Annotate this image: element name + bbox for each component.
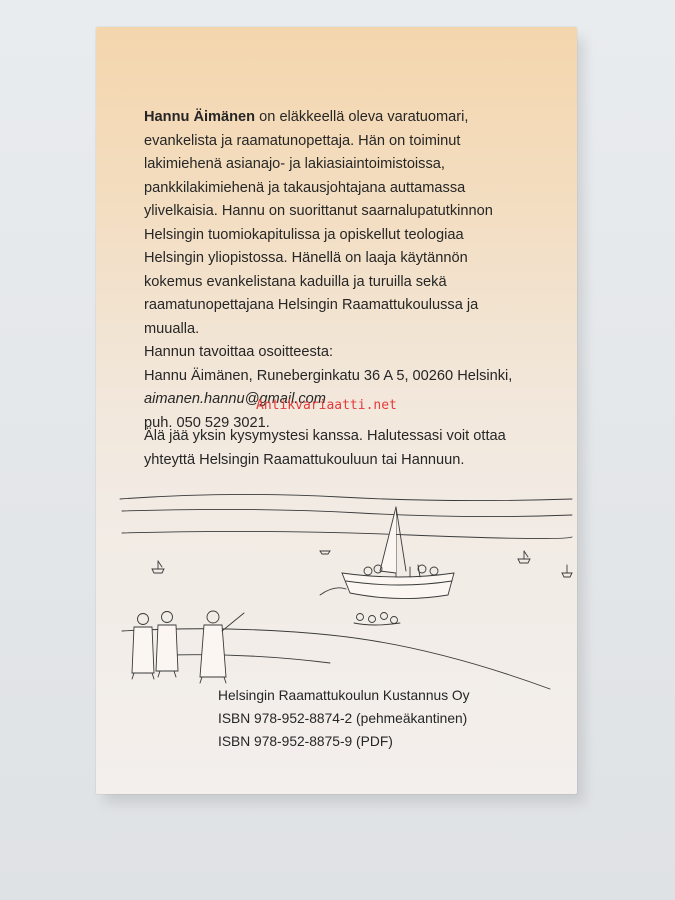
small-boat-4: [320, 551, 330, 554]
horizon-line: [120, 494, 572, 500]
bio-line-7: Helsingin yliopistossa. Hänellä on laaja käytännön: [144, 250, 468, 266]
author-bio: [144, 106, 554, 435]
disciple-figure-2: [156, 612, 178, 678]
bio-line-3: lakimiehenä asianajo- ja lakiasiaintoimistoissa,: [144, 156, 445, 172]
bio-line-2: evankelista ja raamatunopettaja. Hän on toiminut: [144, 132, 461, 149]
shore-line: [122, 629, 550, 689]
watermark-text: Antikvariaatti.net: [256, 398, 397, 413]
bio-line-1: [144, 106, 554, 130]
advice-text: [144, 425, 564, 472]
water-line: [122, 531, 572, 538]
publisher-info: [218, 684, 470, 753]
bio-text: on eläkkeellä oleva varatuomari,: [259, 109, 469, 125]
jesus-figure: [200, 611, 244, 683]
shore-line-2: [170, 655, 330, 663]
small-boat-3: [562, 565, 572, 577]
sea-of-galilee-illustration: [110, 485, 574, 700]
publisher-name: Helsingin Raamattukoulun Kustannus Oy: [218, 688, 470, 703]
bio-line-10: muualla.: [144, 320, 200, 337]
contact-address: Hannu Äimänen, Runeberginkatu 36 A 5, 00260 Helsinki,: [144, 367, 513, 384]
bio-line-9: raamatunopettajana Helsingin Raamattukoulussa ja: [144, 297, 479, 313]
author-name: Hannu Äimänen: [144, 109, 256, 125]
bio-line-8: kokemus evankelistana kaduilla ja turuilla sekä: [144, 273, 447, 290]
bio-line-6: Helsingin tuomiokapitulissa ja opiskellut teologiaa: [144, 226, 464, 243]
small-boat-1: [152, 561, 164, 573]
horizon-line-2: [122, 509, 572, 516]
contact-intro: Hannun tavoittaa osoitteesta:: [144, 344, 334, 360]
bio-line-5: ylivelkaisia. Hannu on suorittanut saarnalupatutkinnon: [144, 203, 493, 219]
bio-line-4: pankkilakimiehenä ja takausjohtajana auttamassa: [144, 179, 466, 196]
isbn-print: ISBN 978-952-8874-2 (pehmeäkantinen): [218, 711, 468, 726]
contact-phone: puh. 050 529 3021.: [144, 414, 270, 431]
contact-email: aimanen.hannu@gmail.com: [144, 391, 326, 407]
fishing-boat: [342, 507, 454, 599]
small-boat-2: [518, 551, 530, 563]
isbn-pdf: ISBN 978-952-8875-9 (PDF): [218, 734, 393, 749]
book-back-cover: [96, 27, 577, 794]
advice-line-1: Älä jää yksin kysymystesi kanssa. Halutessasi voit ottaa: [144, 428, 506, 444]
disciple-figure-1: [132, 614, 154, 680]
advice-line-2: yhteyttä Helsingin Raamattukouluun tai Hannuun.: [144, 451, 465, 468]
